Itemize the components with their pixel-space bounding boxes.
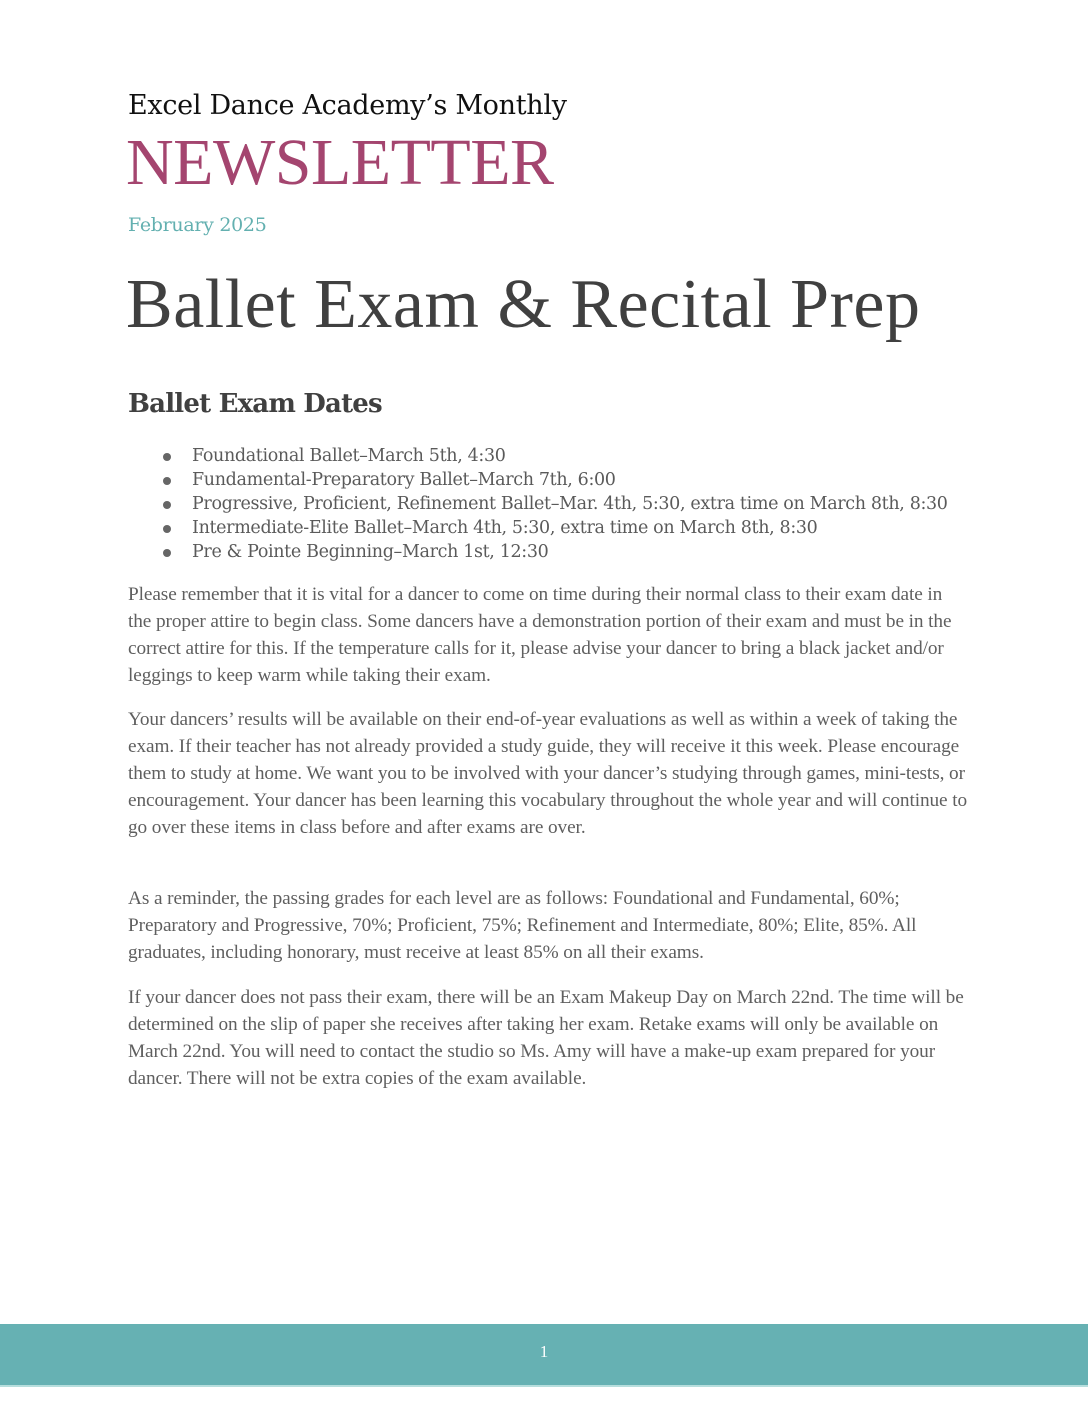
- article-title: Ballet Exam & Recital Prep: [126, 266, 921, 343]
- exam-date-text: Progressive, Proficient, Refinement Ballet–Mar. 4th, 5:30, extra time on March 8th, 8:30: [192, 494, 948, 514]
- exam-date-text: Fundamental-Preparatory Ballet–March 7th, 6:00: [192, 470, 616, 490]
- bullet-icon: [163, 549, 171, 557]
- page-number: 1: [539, 1342, 549, 1361]
- list-item: [128, 444, 948, 468]
- bullet-icon: [163, 525, 171, 533]
- list-item: [128, 540, 948, 564]
- list-item: [128, 516, 948, 540]
- exam-dates-list: [128, 444, 948, 564]
- list-item: [128, 468, 948, 492]
- bullet-icon: [163, 477, 171, 485]
- issue-date: February 2025: [128, 214, 267, 236]
- attire-paragraph: Please remember that it is vital for a dancer to come on time during their normal class to their exam date in the proper attire to begin class. Some dancers have a demonstration portion of their exam and must be in the correct attire for this. If the temperature calls for it, please advise your dancer to bring a black jacket and/or leggings to keep warm while taking their exam.: [128, 584, 952, 686]
- results-paragraph: Your dancers’ results will be available on their end-of-year evaluations as well as within a week of taking the exam. If their teacher has not already provided a study guide, they will receive it this week. Please encourage them to study at home. We want you to be involved with your dancer’s studying through games, mini-tests, or encouragement. Your dancer has been learning this vocabulary throughout the whole year and will continue to go over these items in class before and after exams are over.: [128, 709, 968, 838]
- list-item: [128, 492, 948, 516]
- exam-date-text: Pre & Pointe Beginning–March 1st, 12:30: [192, 542, 549, 562]
- exam-date-text: Intermediate-Elite Ballet–March 4th, 5:30, extra time on March 8th, 8:30: [192, 518, 818, 538]
- passing-grades-paragraph: As a reminder, the passing grades for each level are as follows: Foundational and Fundamental, 60%; Preparatory and Progressive, 70%; Proficient, 75%; Refinement and Intermediate, 80%; Elite, 85%. All graduates, including honorary, must receive at least 85% on all their exams.: [128, 888, 917, 963]
- section-heading: Ballet Exam Dates: [128, 389, 382, 419]
- footer-band: [0, 1324, 1088, 1387]
- newsletter-kicker: Excel Dance Academy’s Monthly: [128, 90, 567, 121]
- exam-date-text: Foundational Ballet–March 5th, 4:30: [192, 446, 506, 466]
- bullet-icon: [163, 501, 171, 509]
- makeup-exam-paragraph: If your dancer does not pass their exam, there will be an Exam Makeup Day on March 22nd. The time will be determined on the slip of paper she receives after taking her exam. Retake exams will only be available on March 22nd. You will need to contact the studio so Ms. Amy will have a make-up exam prepared for your dancer. There will not be extra copies of the exam available.: [128, 987, 964, 1089]
- bullet-icon: [163, 453, 171, 461]
- newsletter-masthead: NEWSLETTER: [126, 126, 554, 199]
